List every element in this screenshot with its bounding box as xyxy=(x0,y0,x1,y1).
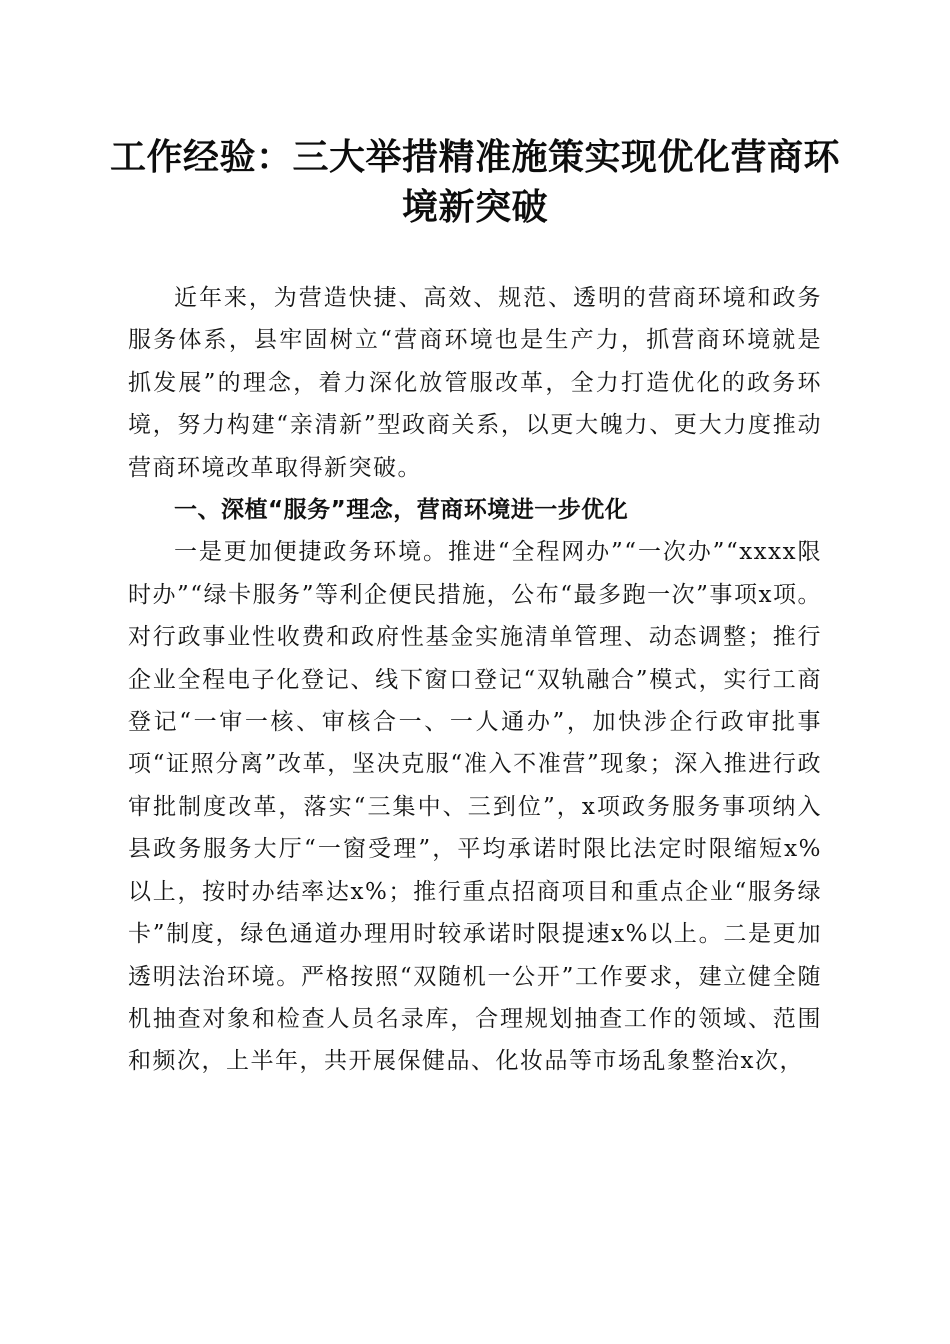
intro-paragraph: 近年来，为营造快捷、高效、规范、透明的营商环境和政务服务体系，县牢固树立“营商环境也是生产力，抓营商环境就是抓发展”的理念，着力深化放管服改革，全力打造优化的政务环境，努力构建“亲清新”型政商关系，以更大魄力、更大力度推动营商环境改革取得新突破。 xyxy=(128,285,822,481)
section-heading: 一、深植“服务”理念，营商环境进一步优化 xyxy=(174,497,629,524)
document-title: 工作经验：三大举措精准施策实现优化营商环境新突破 xyxy=(110,136,841,228)
document-body xyxy=(128,277,822,1083)
section-paragraph: 一是更加便捷政务环境。推进“全程网办”“一次办”“xxxx限时办”“绿卡服务”等利企便民措施，公布“最多跑一次”事项x项。对行政事业性收费和政府性基金实施清单管理、动态调整；推行企业全程电子化登记、线下窗口登记“双轨融合”模式，实行工商登记“一审一核、审核合一、一人通办”，加快涉企行政审批事项“证照分离”改革，坚决克服“准入不准营”现象；深入推进行政审批制度改革，落实“三集中、三到位”，x项政务服务事项纳入县政务服务大厅“一窗受理”，平均承诺时限比法定时限缩短x%以上，按时办结率达x%；推行重点招商项目和重点企业“服务绿卡”制度，绿色通道办理用时较承诺时限提速x%以上。二是更加透明法治环境。严格按照“双随机一公开”工作要求，建立健全随机抽查对象和检查人员名录库，合理规划抽查工作的领域、范围和频次，上半年，共开展保健品、化妆品等市场乱象整治x次， xyxy=(128,539,822,1075)
